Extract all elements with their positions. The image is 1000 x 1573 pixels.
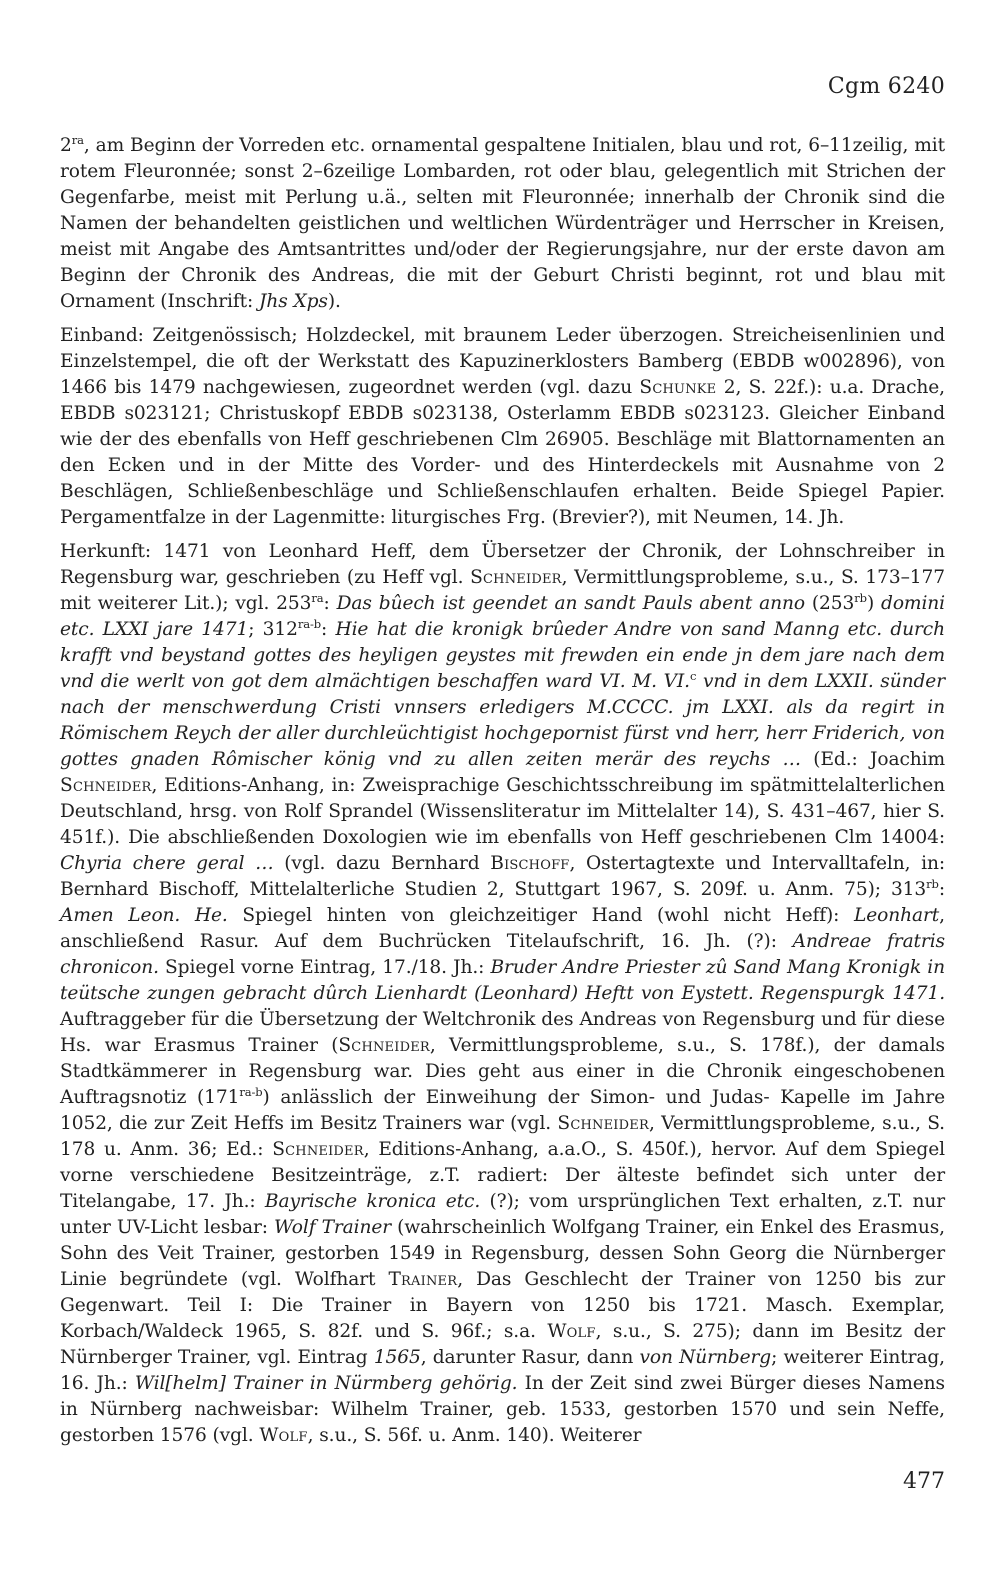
italic-quote: Das bûech ist geendet an sandt Pauls abent anno bbox=[336, 593, 805, 614]
italic-quote: domini etc. LXXI jare 1471 bbox=[60, 593, 946, 640]
superscript: ra-b bbox=[239, 1084, 263, 1099]
paragraph-provenance bbox=[60, 539, 945, 1449]
italic-quote: Andreae fratris chronicon. bbox=[60, 931, 945, 978]
text-run: , Editions-Anhang, in: Zweisprachige Geschichtsschreibung im spätmittelalterlichen Deutschland, hrsg. von Rolf Sprandel (Wissensliteratur im Mittelalter 14), S. 431–467, hier S. 451f.). Die abschließenden Doxologien wie im ebenfalls von Heff geschriebenen Clm 14004: bbox=[60, 775, 945, 848]
italic-quote: Jhs Xps bbox=[258, 291, 328, 312]
author-name: Schunke bbox=[639, 377, 717, 398]
text-run: (?); vom ursprünglichen Text erhalten, z.T. nur unter UV-Licht lesbar: bbox=[60, 1191, 946, 1238]
author-name: Trainer bbox=[388, 1269, 458, 1290]
italic-quote: Bayrische kronica etc. bbox=[264, 1191, 481, 1212]
text-run: Einband: Zeitgenössisch; Holzdeckel, mit braunem Leder überzogen. Streicheisenlinien und Einzelstempel, die oft der Werkstatt des Kapuzinerklosters Bamberg (EBDB w002896), von 1466 bis 1479 nachgewiesen, zugeordnet werden (vgl. dazu bbox=[60, 325, 945, 398]
italic-quote: Wolf Trainer bbox=[274, 1217, 392, 1238]
superscript: ra bbox=[311, 590, 324, 605]
author-name: Schneider bbox=[272, 1139, 364, 1160]
text-run: , Ostertagtexte und Intervalltafeln, in: Bernhard Bischoff, Mittelalterliche Studien 2, Stuttgart 1967, S. 209f. u. Anm. 75); 313 bbox=[60, 853, 945, 900]
italic-quote: 1565 bbox=[373, 1347, 421, 1368]
text-run: , darunter Rasur, dann bbox=[420, 1347, 640, 1368]
italic-quote: Bruder Andre Priester zû Sand Mang Kronigk in teütsche zungen gebracht dûrch Lienhardt (Leonhard) Heftt von Eystett. Regenspurgk 1471. bbox=[60, 957, 945, 1004]
text-run: Auftraggeber für die Übersetzung der Weltchronik des Andreas von Regensburg und für diese Hs. war Erasmus Trainer ( bbox=[60, 1009, 945, 1056]
text-run: 2, S. 22f.): u.a. Drache, EBDB s023121; Christuskopf EBDB s023138, Osterlamm EBDB s023123. Gleicher Einband wie der des ebenfalls von Heff geschriebenen Clm 26905. Beschläge mit Blattornamenten an den Ecken und in der Mitte des Vorder- und des Hinterdeckels mit Ausnahme von 2 Beschlägen, Schließenbeschläge und Schließenschlaufen erhalten. Beide Spiegel Papier. Pergamentfalze in der Lagenmitte: liturgisches Frg. (Brevier?), mit Neumen, 14. Jh. bbox=[60, 377, 945, 528]
text-run: (vgl. dazu Bernhard bbox=[273, 853, 491, 874]
text-run: (Ed.: Joachim bbox=[801, 749, 946, 770]
italic-quote: Chyria chere geral … bbox=[60, 853, 274, 874]
text-run: In der Zeit sind zwei Bürger dieses Namens in Nürnberg nachweisbar: Wilhelm Trainer, geb. 1533, gestorben 1570 und sein Neffe, gestorben 1576 (vgl. bbox=[60, 1373, 945, 1446]
superscript: c bbox=[689, 668, 697, 683]
italic-quote: Wil[helm] Trainer in Nürmberg gehörig. bbox=[134, 1373, 518, 1394]
paragraph-decoration bbox=[60, 133, 945, 315]
italic-quote: vnd in dem LXXII. sünder nach der menschwerdung Cristi vnnsers erledigers M.CCCC. jm LXXI. als da regirt in Römischem Reych der aller durchleüchtigist hochgepornist fürst vnd herr, herr Friderich, von gottes gnaden Rômischer könig vnd zu allen zeiten merär des reychs … bbox=[60, 671, 945, 770]
superscript: rb bbox=[854, 590, 867, 605]
text-run: ) bbox=[866, 593, 882, 614]
text-run: , Vermittlungsprobleme, s.u., S. 178 u. Anm. 36; Ed.: bbox=[60, 1113, 945, 1160]
text-run: , anschließend Rasur. Auf dem Buchrücken Titelaufschrift, 16. Jh. (?): bbox=[60, 905, 945, 952]
text-run: , Editions-Anhang, a.a.O., S. 450f.), hervor. Auf dem Spiegel vorne verschiedene Besitzeinträge, z.T. radiert: Der älteste befindet sich unter der Titelangabe, 17. Jh.: bbox=[60, 1139, 945, 1212]
author-name: Wolf bbox=[259, 1425, 308, 1446]
text-run: , s.u., S. 56f. u. Anm. 140). Weiterer bbox=[307, 1425, 642, 1446]
page-number: 477 bbox=[903, 1469, 945, 1494]
text-run: Spiegel vorne Eintrag, 17./18. Jh.: bbox=[158, 957, 491, 978]
text-run: ; 312 bbox=[248, 619, 298, 640]
text-run: , Vermittlungsprobleme, s.u., S. 178f.), der damals Stadtkämmerer in Regensburg war. Dies geht aus einer in die Chronik eingeschobenen Auftragsnotiz (171 bbox=[60, 1035, 945, 1108]
paragraph-binding bbox=[60, 323, 945, 531]
superscript: rb bbox=[926, 876, 939, 891]
text-run: , am Beginn der Vorreden etc. ornamental gespaltene Initialen, blau und rot, 6–11zeilig, mit rotem Fleuronnée; sonst 2–6zeilige Lombarden, rot oder blau, gelegentlich mit Strichen der Gegenfarbe, meist mit Perlung u.ä., selten mit Fleuronnée; innerhalb der Chronik sind die Namen der behandelten geistlichen und weltlichen Würdenträger und Herrscher in Kreisen, meist mit Angabe des Amtsantrittes und/oder der Regierungsjahre, nur der erste davon am Beginn der Chronik des Andreas, die mit der Geburt Christi beginnt, rot und blau mit Ornament (Inschrift: bbox=[60, 135, 945, 312]
author-name: Schneider bbox=[338, 1035, 430, 1056]
superscript: ra bbox=[71, 132, 84, 147]
text-run: , s.u., S. 275); dann im Besitz der Nürnberger Trainer, vgl. Eintrag bbox=[60, 1321, 945, 1368]
text-run: , Das Geschlecht der Trainer von 1250 bis zur Gegenwart. Teil I: Die Trainer in Bayern von 1250 bis 1721. Masch. Exemplar, Korbach/Waldeck 1965, S. 82f. und S. 96f.; s.a. bbox=[60, 1269, 945, 1342]
italic-quote: Leonhart bbox=[854, 905, 940, 926]
italic-quote: Hie hat die kronigk brûeder Andre von sand Manng etc. durch krafft vnd beystand gottes des heyligen geystes mit frewden ein ende jn dem jare nach dem vnd die werlt von got dem almächtigen beschaffen ward VI. M. VI. bbox=[60, 619, 945, 692]
running-header-signature: Cgm 6240 bbox=[827, 74, 945, 99]
text-run: (wahrscheinlich Wolfgang Trainer, ein Enkel des Erasmus, Sohn des Veit Trainer, gestorben 1549 in Regensburg, dessen Sohn Georg die Nürnberger Linie begründete (vgl. Wolfhart bbox=[60, 1217, 945, 1290]
text-run: : bbox=[321, 619, 336, 640]
superscript: ra-b bbox=[297, 616, 322, 631]
author-name: Schneider bbox=[60, 775, 152, 796]
text-run: Spiegel hinten von gleichzeitiger Hand (wohl nicht Heff): bbox=[227, 905, 855, 926]
text-run: (253 bbox=[804, 593, 855, 614]
text-run: 2 bbox=[60, 135, 72, 156]
text-run: : bbox=[323, 593, 337, 614]
text-run: Herkunft: 1471 von Leonhard Heff, dem Übersetzer der Chronik, der Lohnschreiber in Regensburg war, geschrieben (zu Heff vgl. bbox=[60, 541, 945, 588]
catalog-entry-text bbox=[60, 133, 945, 1457]
author-name: Bischoff bbox=[490, 853, 570, 874]
text-run: , Vermittlungsprobleme, s.u., S. 173–177 mit weiterer Lit.); vgl. 253 bbox=[60, 567, 945, 614]
text-run: : bbox=[938, 879, 945, 900]
author-name: Schneider bbox=[470, 567, 562, 588]
text-run: ). bbox=[327, 291, 341, 312]
author-name: Schneider bbox=[557, 1113, 649, 1134]
text-run: ; weiterer Eintrag, 16. Jh.: bbox=[60, 1347, 945, 1394]
text-run: ) anlässlich der Einweihung der Simon- und Judas- Kapelle im Jahre 1052, die zur Zeit Heffs im Besitz Trainers war (vgl. bbox=[60, 1087, 946, 1134]
author-name: Wolf bbox=[547, 1321, 596, 1342]
italic-quote: Amen Leon. He. bbox=[60, 905, 228, 926]
italic-quote: von Nürnberg bbox=[639, 1347, 772, 1368]
